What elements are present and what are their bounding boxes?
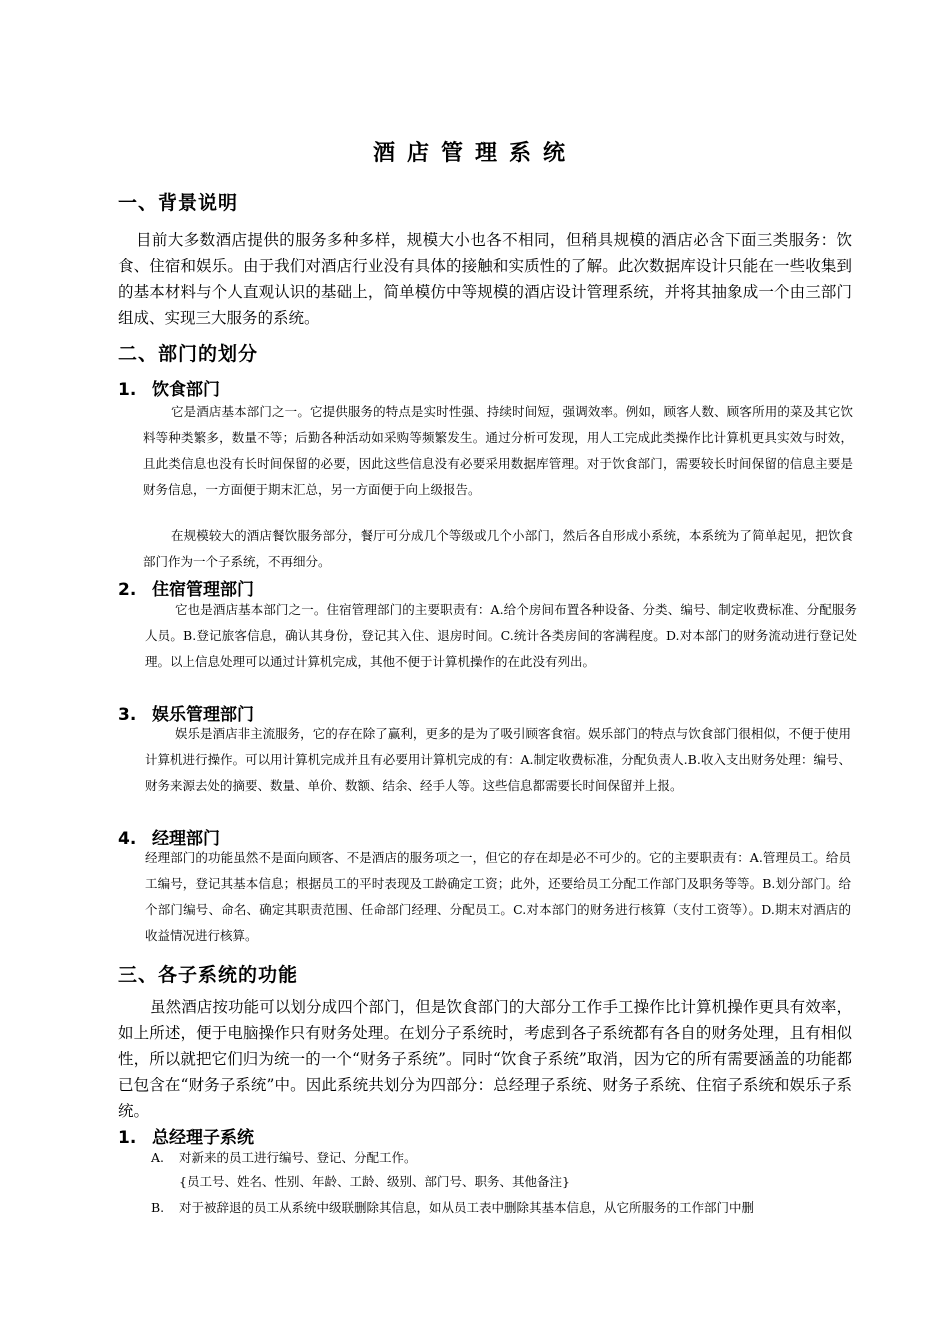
section-heading-departments: 二、部门的划分	[118, 343, 259, 365]
list-item-a-fields: {员工号、姓名、性别、年龄、工龄、级别、部门号、职务、其他备注}	[179, 1174, 570, 1189]
subsystem-number: 1.	[118, 1128, 137, 1148]
section-heading-background: 一、背景说明	[118, 192, 239, 214]
dept-title: 经理部门	[152, 829, 220, 849]
manager-dept-paragraph: 经理部门的功能虽然不是面向顾客、不是酒店的服务项之一，但它的存在却是必不可少的。它的主要职责有：A.管理员工。给员工编号，登记其基本信息；根据员工的平时表现及工龄确定工资；此外，还要给员工分配工作部门及职务等等。B.划分部门。给个部门编号、命名、确定其职责范围、任命部门经理、分配员工。C.对本部门的财务进行核算（支付工资等）。D.期末对酒店的收益情况进行核算。	[145, 850, 851, 943]
list-item-a	[151, 1145, 851, 1171]
dept-title: 住宿管理部门	[152, 580, 254, 600]
dept-number: 2.	[118, 580, 137, 600]
section-heading-subsystems: 三、各子系统的功能	[118, 964, 299, 986]
entertainment-dept-paragraph: 娱乐是酒店非主流服务，它的存在除了赢利，更多的是为了吸引顾客食宿。娱乐部门的特点与饮食部门很相似，不便于使用计算机进行操作。可以用计算机完成并且有必要用计算机完成的有：A.制定收费标准，分配负责人.B.收入支出财务处理：编号、财务来源去处的摘要、数量、单价、数额、结余、经手人等。这些信息都需要长时间保留并上报。	[145, 726, 851, 793]
list-marker: A.	[151, 1150, 165, 1165]
dept-title: 饮食部门	[152, 380, 220, 400]
subsystems-paragraph: 虽然酒店按功能可以划分成四个部门，但是饮食部门的大部分工作手工操作比计算机操作更具有效率，如上所述，便于电脑操作只有财务处理。在划分子系统时，考虑到各子系统都有各自的财务处理，且有相似性，所以就把它们归为统一的一个“财务子系统”。同时“饮食子系统”取消，因为它的所有需要涵盖的功能都已包含在“财务子系统”中。因此系统共划分为四部分：总经理子系统、财务子系统、住宿子系统和娱乐子系统。	[118, 998, 852, 1120]
list-item-text: 对于被辞退的员工从系统中级联删除其信息，如从员工表中删除其基本信息，从它所服务的工作部门中删	[179, 1200, 755, 1215]
dept-heading-food	[118, 375, 220, 400]
list-item-b	[151, 1195, 861, 1221]
food-dept-paragraph-1: 它是酒店基本部门之一。它提供服务的特点是实时性强、持续时间短，强调效率。例如，顾客人数、顾客所用的菜及其它饮料等种类繁多，数量不等；后勤各种活动如采购等频繁发生。通过分析可发现，用人工完成此类操作比计算机更具实效与时效，且此类信息也没有长时间保留的必要，因此这些信息没有必要采用数据库管理。对于饮食部门，需要较长时间保留的信息主要是财务信息，一方面便于期末汇总，另一方面便于向上级报告。	[143, 404, 853, 497]
food-dept-paragraph-2: 在规模较大的酒店餐饮服务部分，餐厅可分成几个等级或几个小部门，然后各自形成小系统，本系统为了简单起见，把饮食部门作为一个子系统，不再细分。	[143, 528, 853, 569]
list-item-text: 对新来的员工进行编号、登记、分配工作。	[179, 1150, 417, 1165]
subsystem-title: 总经理子系统	[152, 1128, 254, 1148]
list-marker: B.	[151, 1200, 165, 1215]
document-title: 酒店管理系统	[372, 141, 577, 166]
dept-number: 1.	[118, 380, 137, 400]
dept-title: 娱乐管理部门	[152, 705, 254, 725]
background-paragraph: 目前大多数酒店提供的服务多种多样，规模大小也各不相同，但稍具规模的酒店必含下面三类服务：饮食、住宿和娱乐。由于我们对酒店行业没有具体的接触和实质性的了解。此次数据库设计只能在一些收集到的基本材料与个人直观认识的基础上，简单模仿中等规模的酒店设计管理系统，并将其抽象成一个由三部门组成、实现三大服务的系统。	[118, 231, 852, 327]
lodging-dept-paragraph: 它也是酒店基本部门之一。住宿管理部门的主要职责有：A.给个房间布置各种设备、分类、编号、制定收费标准、分配服务人员。B.登记旅客信息，确认其身份，登记其入住、退房时间。C.统计各类房间的客满程度。D.对本部门的财务流动进行登记处理。以上信息处理可以通过计算机完成，其他不便于计算机操作的在此没有列出。	[145, 602, 857, 669]
dept-number: 4.	[118, 829, 137, 849]
dept-number: 3.	[118, 705, 137, 725]
